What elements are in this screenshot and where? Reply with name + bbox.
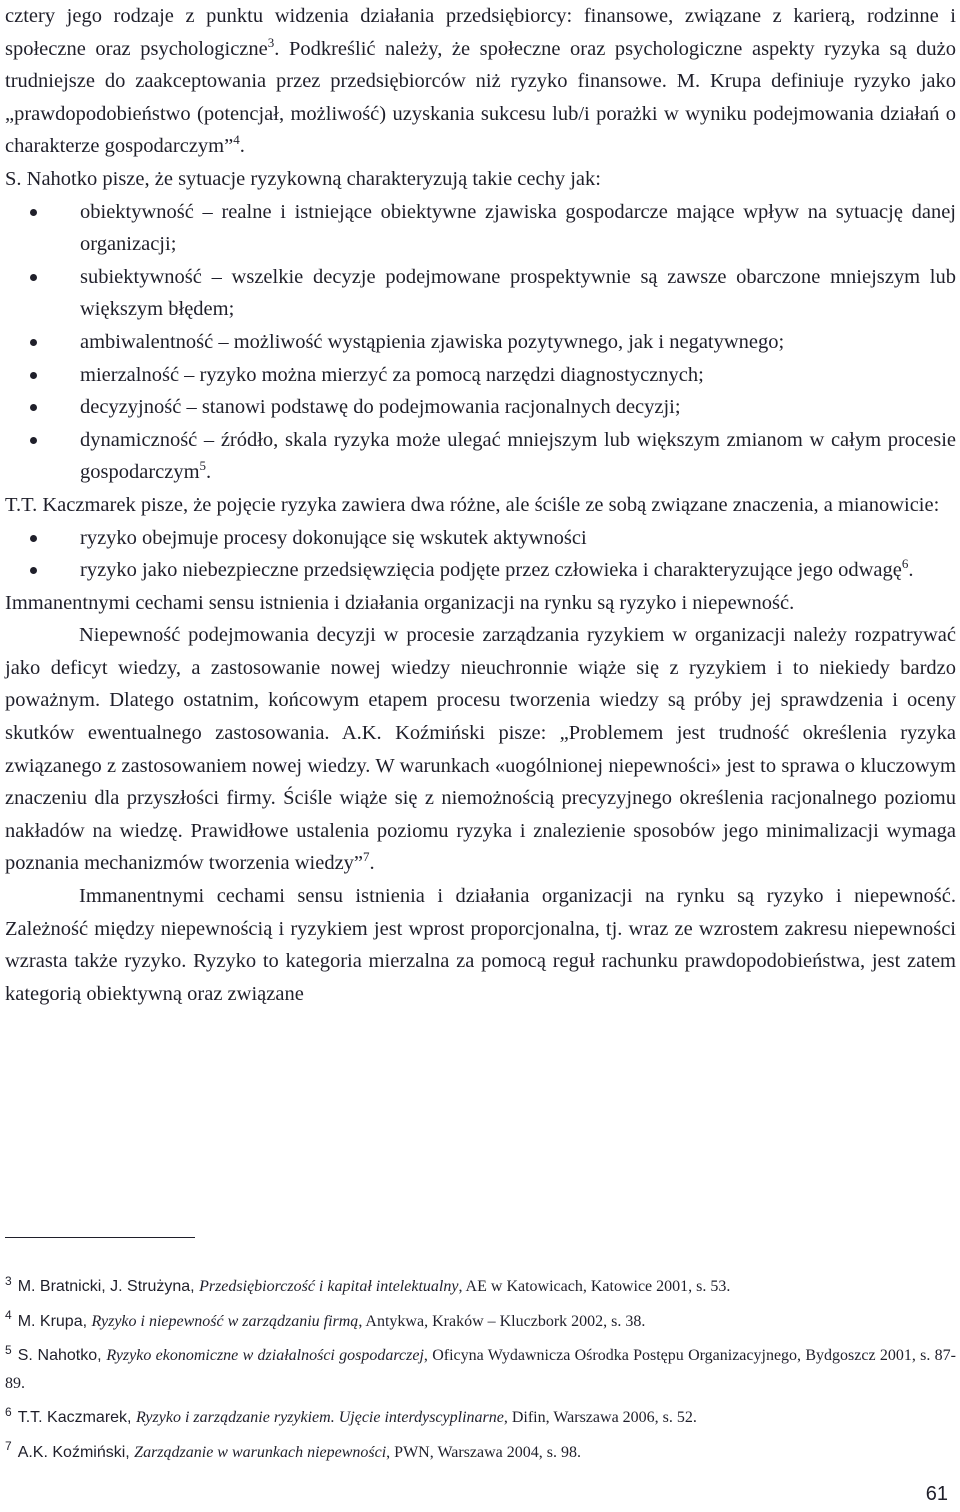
paragraph-immanent-2 [5, 880, 956, 1010]
footnote-number: 4 [5, 1308, 12, 1323]
footnote [5, 1404, 956, 1432]
page-number: 61 [925, 1483, 948, 1505]
footnote-author: A.K. Koźmiński, [17, 1443, 135, 1461]
footnote-ref[interactable]: 7 [363, 849, 370, 865]
risk-features-list [5, 196, 956, 489]
paragraph-text: S. Nahotko pisze, że sytuacje ryzykowną charakteryzują takie cechy jak: [5, 167, 601, 190]
list-item-text: subiektywność – wszelkie decyzje podejmowane prospektywnie są zawsze obarczone mniejszym lub większym błędem; [80, 265, 956, 321]
paragraph-text: . [369, 852, 375, 875]
paragraph-text: Niepewność podejmowania decyzji w procesie zarządzania ryzykiem w organizacji należy rozpatrywać jako deficyt wiedzy, a zastosowanie nowej wiedzy nieuchronnie wiąże się z ryzykiem i to niekiedy bardzo poważnym. Dlatego ostatnim, końcowym etapem procesu tworzenia wiedzy są próby jej sprawdzenia i oceny skutków ewentualnego zastosowania. A.K. Koźmiński pisze: „Problemem jest trudność określenia ryzyka związanego z zastosowaniem nowej wiedzy. W warunkach «uogólnionej niepewności» jest to sprawa o kluczowym znaczeniu dla przyszłości firmy. Ściśle wiąże się z niemożnością precyzyjnego określenia racjonalnego poziomu nakładów na wiedzę. Prawidłowe ustalenia poziomu ryzyka i znalezienie sposobów jego minimalizacji wymaga poznania mechanizmów tworzenia wiedzy” [5, 624, 956, 875]
bullet-icon [30, 209, 37, 216]
list-item [80, 196, 956, 261]
paragraph-kaczmarek [5, 489, 956, 522]
list-item [80, 261, 956, 326]
footnote-title: Ryzyko i niepewność w zarządzaniu firmą [91, 1312, 359, 1330]
footnote-author: M. Bratnicki, J. Strużyna, [17, 1278, 200, 1295]
list-item-text: ambiwalentność – możliwość wystąpienia zjawiska pozytywnego, jak i negatywnego; [80, 330, 785, 353]
footnote-title: Ryzyko i zarządzanie ryzykiem. Ujęcie interdyscyplinarne [135, 1409, 504, 1426]
footnote-details: , PWN, Warszawa 2004, s. 98. [386, 1443, 581, 1461]
list-item [80, 554, 956, 587]
list-item-text: ryzyko obejmuje procesy dokonujące się wskutek aktywności [80, 526, 587, 549]
bullet-icon [30, 437, 37, 444]
paragraph-text: Immanentnymi cechami sensu istnienia i działania organizacji na rynku są ryzyko i niepewność. Zależność między niepewnością i ryzykiem jest wprost proporcjonalna, tj. wraz ze wzrostem zakresu niepewności wzrasta także ryzyko. Ryzyko to kategoria mierzalna za pomocą reguł rachunku prawdopodobieństwa, jest zatem kategorią obiektywną oraz związane [5, 885, 956, 1005]
bullet-icon [30, 339, 37, 346]
footnote-details: , Oficyna Wydawnicza Ośrodka Postępu Organizacyjnego, Bydgoszcz 2001, s. 87-89. [5, 1347, 956, 1392]
footnote-number: 5 [5, 1342, 12, 1357]
risk-meanings-list [5, 522, 956, 587]
list-item-text: . [908, 559, 914, 582]
footnotes [5, 1273, 956, 1473]
list-item [80, 424, 956, 489]
bullet-icon [30, 274, 37, 281]
paragraph-text: . Podkreślić należy, że społeczne oraz psychologiczne aspekty ryzyka są dużo trudniejsze do zaakceptowania przez przedsiębiorców niż ryzyko finansowe. M. Krupa definiuje ryzyko jako „prawdopodobieństwo (potencjał, możliwość) uzyskania sukcesu lub/i porażki w wyniku podejmowania działań o charakterze gospodarczym” [5, 37, 956, 158]
footnote-number: 7 [5, 1439, 12, 1454]
footnote-details: , AE w Katowicach, Katowice 2001, s. 53. [458, 1278, 731, 1295]
footnote [5, 1439, 956, 1467]
footnote-title: Zarządzanie w warunkach niepewności [134, 1443, 387, 1461]
bullet-icon [30, 372, 37, 379]
footnote-ref[interactable]: 3 [267, 34, 275, 50]
footnote-ref[interactable]: 5 [199, 458, 207, 474]
list-item-text: dynamiczność – źródło, skala ryzyka może ulegać mniejszym lub większym zmianom w całym procesie gospodarczym [80, 428, 956, 484]
footnote-number: 3 [5, 1273, 12, 1288]
footnote-details: , Antykwa, Kraków – Kluczbork 2002, s. 38. [358, 1312, 646, 1330]
footnote-title: Przedsiębiorczość i kapitał intelektualny [199, 1278, 459, 1295]
paragraph-risk-types [5, 0, 956, 163]
paragraph-uncertainty [5, 619, 956, 880]
paragraph-text: T.T. Kaczmarek pisze, że pojęcie ryzyka zawiera dwa różne, ale ściśle ze sobą związane znaczenia, a mianowicie: [5, 493, 940, 516]
list-item-text: ryzyko jako niebezpieczne przedsięwzięcia podjęte przez człowieka i charakteryzujące jego odwagę [80, 559, 902, 582]
footnote-author: T.T. Kaczmarek, [17, 1409, 136, 1426]
list-item-text: . [206, 461, 212, 484]
paragraph-text: . [239, 135, 245, 158]
bullet-icon [30, 535, 37, 542]
paragraph-text: cztery jego rodzaje z punktu widzenia działania przedsiębiorcy: finansowe, związane z karierą, rodzinne i społeczne oraz psychologiczne [5, 5, 956, 60]
footnote [5, 1273, 956, 1301]
list-item-text: decyzyjność – stanowi podstawę do podejmowania racjonalnych decyzji; [80, 396, 681, 419]
bullet-icon [30, 567, 37, 574]
paragraph-nahotko [5, 163, 956, 196]
list-item [80, 522, 956, 555]
footnote-details: , Difin, Warszawa 2006, s. 52. [503, 1409, 697, 1426]
list-item-text: mierzalność – ryzyko można mierzyć za pomocą narzędzi diagnostycznych; [80, 363, 704, 386]
footnote-number: 6 [5, 1404, 12, 1419]
list-item [80, 391, 956, 424]
list-item [80, 359, 956, 392]
footnote [5, 1342, 956, 1397]
paragraph-immanent-1 [5, 587, 956, 620]
footnote [5, 1308, 956, 1336]
footnote-ref[interactable]: 6 [901, 556, 909, 572]
list-item [80, 326, 956, 359]
footnote-ref[interactable]: 4 [233, 132, 240, 148]
bullet-icon [30, 404, 37, 411]
footnote-author: M. Krupa, [17, 1312, 92, 1330]
paragraph-text: Immanentnymi cechami sensu istnienia i działania organizacji na rynku są ryzyko i niepewność. [5, 591, 795, 614]
footnote-separator [5, 1237, 195, 1238]
main-text [5, 0, 956, 1010]
footnote-author: S. Nahotko, [17, 1347, 107, 1364]
list-item-text: obiektywność – realne i istniejące obiektywne zjawiska gospodarcze mające wpływ na sytuację danej organizacji; [80, 200, 956, 256]
footnote-title: Ryzyko ekonomiczne w działalności gospodarczej [106, 1347, 424, 1364]
